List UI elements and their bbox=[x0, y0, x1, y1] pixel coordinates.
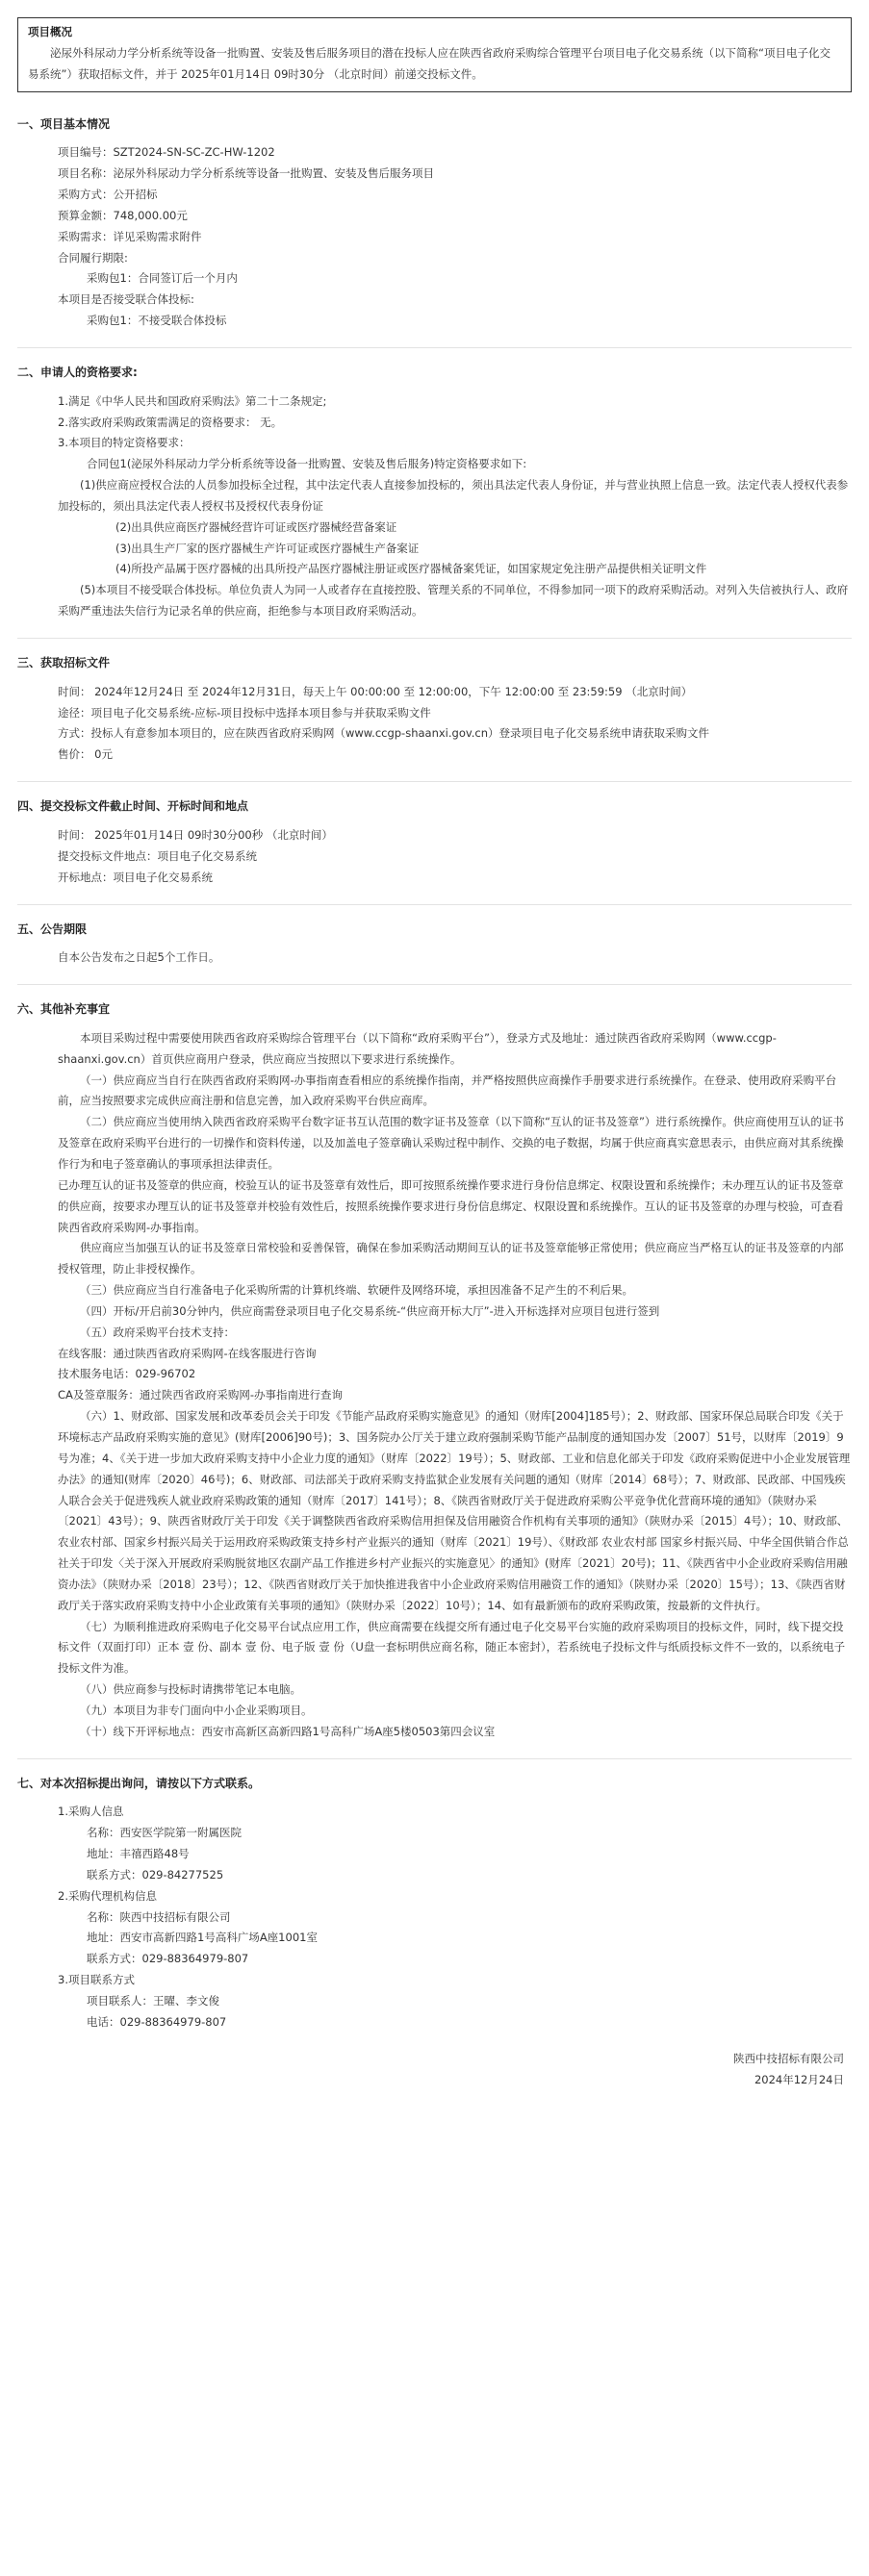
supplementary-paragraph: （九）本项目为非专门面向中小企业采购项目。 bbox=[80, 1703, 313, 1717]
divider bbox=[17, 638, 852, 639]
specific-requirement: (1)供应商应授权合法的人员参加投标全过程，其中法定代表人直接参加投标的，须出具法定代表人身份证，并与营业执照上信息一致。法定代表人授权代表参加投标的，须出具法定代表人授权书及授权代表身份证 bbox=[58, 478, 849, 513]
budget-amount: 预算金额：748,000.00元 bbox=[58, 208, 188, 222]
support-line: CA及签章服务：通过陕西省政府采购网-办事指南进行查询 bbox=[58, 1388, 344, 1402]
supplementary-paragraph: （七）为顺利推进政府采购电子化交易平台试点应用工作，供应商需要在线提交所有通过电子化交易平台实施的政府采购项目的投标文件，同时，线下提交投标文件（双面打印）正本 壹 份、副本 壹 份、电子版 壹 份（U盘一套标明供应商名称，随正本密封），若系统电子投标文件与纸质投标文件不一致的，以系统电子投标文件为准。 bbox=[58, 1619, 846, 1676]
section-qualifications bbox=[17, 362, 852, 622]
section-title: 三、获取招标文件 bbox=[17, 656, 111, 669]
divider bbox=[17, 1758, 852, 1759]
specific-requirement: (4)所投产品属于医疗器械的出具所投产品医疗器械注册证或医疗器械备案凭证，如国家规定免注册产品提供相关证明文件 bbox=[115, 562, 707, 576]
supplementary-paragraph: 本项目采购过程中需要使用陕西省政府采购综合管理平台（以下简称“政府采购平台”），登录方式及地址：通过陕西省政府采购网（www.ccgp-shaanxi.gov.cn）首页供应商用户登录，供应商应当按照以下要求进行系统操作。 bbox=[58, 1030, 777, 1066]
contact-phone: 电话：029-88364979-807 bbox=[87, 2014, 227, 2029]
divider bbox=[17, 347, 852, 348]
purchaser-name: 名称：西安医学院第一附属医院 bbox=[87, 1826, 242, 1840]
submission-location: 提交投标文件地点：项目电子化交易系统 bbox=[58, 848, 257, 863]
section-title: 五、公告期限 bbox=[17, 922, 88, 936]
support-line: 在线客服：通过陕西省政府采购网-在线客服进行咨询 bbox=[58, 1346, 317, 1360]
consortium-package: 采购包1：不接受联合体投标 bbox=[87, 314, 227, 328]
qualification-item: 3.本项目的特定资格要求： bbox=[58, 436, 191, 450]
project-number: 项目编号：SZT2024-SN-SC-ZC-HW-1202 bbox=[58, 145, 275, 160]
overview-body: 泌尿外科尿动力学分析系统等设备一批购置、安装及售后服务项目的潜在投标人应在陕西省政府采购综合管理平台项目电子化交易系统（以下简称“项目电子化交易系统”）获取招标文件，并于 2025年01月14日 09时30分 （北京时间）前递交投标文件。 bbox=[28, 45, 831, 81]
supplementary-paragraph: （三）供应商应当自行准备电子化采购所需的计算机终端、软硬件及网络环境，承担因准备不足产生的不利后果。 bbox=[80, 1283, 633, 1298]
section-title: 六、其他补充事宜 bbox=[17, 1002, 111, 1017]
specific-requirement: (5)本项目不接受联合体投标。单位负责人为同一人或者存在直接控股、管理关系的不同单位，不得参加同一项下的政府采购活动。对列入失信被执行人、政府采购严重违法失信行为记录名单的供应商，拒绝参与本项目政府采购活动。 bbox=[58, 583, 849, 619]
agency-name: 名称：陕西中技招标有限公司 bbox=[87, 1909, 231, 1924]
supplementary-paragraph: （十）线下开评标地点：西安市高新区高新四路1号高科广场A座5楼0503第四会议室 bbox=[80, 1724, 496, 1738]
section-contacts bbox=[17, 1773, 852, 2033]
signature-block bbox=[17, 2049, 852, 2091]
supplementary-paragraph: 已办理互认的证书及签章的供应商，校验互认的证书及签章有效性后，即可按照系统操作要求进行身份信息绑定、权限设置和系统操作；未办理互认的证书及签章的供应商，按要求办理互认的证书及签章并校验有效性后，按照系统操作要求进行身份信息绑定、权限设置和系统操作。互认的证书及签章的办理与校验，可查看陕西省政府采购网-办事指南。 bbox=[58, 1177, 844, 1234]
supplementary-paragraph: （二）供应商应当使用纳入陕西省政府采购平台数字证书互认范围的数字证书及签章（以下简称“互认的证书及签章”）进行系统操作。供应商使用互认的证书及签章在政府采购平台进行的一切操作和资料传递，以及加盖电子签章确认采购过程中制作、交换的电子数据，均属于供应商真实意思表示，由供应商对其系统操作行为和电子签章确认的事项承担法律责任。 bbox=[58, 1115, 844, 1171]
specific-requirement: (3)出具生产厂家的医疗器械生产许可证或医疗器械生产备案证 bbox=[115, 541, 420, 555]
section-basic-info bbox=[17, 114, 852, 332]
obtain-channel: 途径：项目电子化交易系统-应标-项目投标中选择本项目参与并获取采购文件 bbox=[58, 705, 431, 720]
obtain-time: 时间： 2024年12月24日 至 2024年12月31日，每天上午 00:00:00 至 12:00:00，下午 12:00:00 至 23:59:59 （北京时间） bbox=[58, 684, 693, 698]
contract-period-label: 合同履行期限: bbox=[58, 250, 128, 265]
section-deadline-opening bbox=[17, 796, 852, 888]
supplementary-paragraph: （四）开标/开启前30分钟内，供应商需登录项目电子化交易系统-“供应商开标大厅”-进入开标选择对应项目包进行签到 bbox=[80, 1303, 660, 1318]
package-requirement-intro: 合同包1(泌尿外科尿动力学分析系统等设备一批购置、安装及售后服务)特定资格要求如下: bbox=[87, 457, 527, 471]
agency-phone: 联系方式：029-88364979-807 bbox=[87, 1952, 249, 1966]
policy-list: （六）1、财政部、国家发展和改革委员会关于印发《节能产品政府采购实施意见》的通知（财库[2004]185号）；2、财政部、国家环保总局联合印发《关于环境标志产品政府采购实施的意见》(财库[2006]90号)；3、国务院办公厅关于建立政府强制采购节能产品制度的通知国办发〔2007〕51号，以财库〔2019〕9号为准；4、《关于进一步加大政府采购支持中小企业力度的通知》（财库〔2022〕19号）；5、财政部、工业和信息化部关于印发《政府采购促进中小企业发展管理办法》的通知(财库〔2020〕46号)；6、财政部、司法部关于政府采购支持监狱企业发展有关问题的通知（财库〔2014〕68号）；7、财政部、民政部、中国残疾人联合会关于促进残疾人就业政府采购政策的通知（财库〔2017〕141号）；8、《陕西省财政厅关于促进政府采购公平竞争优化营商环境的通知》（陕财办采〔2021〕43号）；9、陕西省财政厅关于印发《关于调整陕西省政府采购信用担保及信用融资合作机构有关事项的通知》（陕财办采〔2015〕4号）；10、财政部、农业农村部、国家乡村振兴局关于运用政府采购政策支持乡村产业振兴的通知（财库〔2021〕19号）、《财政部 农业农村部 国家乡村振兴局、中华全国供销合作总社关于印发〈关于深入开展政府采购脱贫地区农副产品工作推进乡村产业振兴的实施意见〉的通知》(财库〔2021〕20号)；11、《陕西省中小企业政府采购信用融资办法》（陕财办采〔2018〕23号）；12、《陕西省财政厅关于加快推进我省中小企业政府采购信用融资工作的通知》（陕财办采〔2020〕15号）；13、《陕西省财政厅关于落实政府采购支持中小企业政策有关事项的通知》（陕财办采〔2022〕10号）；14、如有最新颁布的政府采购政策，按最新的文件执行。 bbox=[58, 1409, 851, 1612]
section-title: 二、申请人的资格要求: bbox=[17, 365, 138, 379]
supplementary-paragraph: （一）供应商应当自行在陕西省政府采购网-办事指南查看相应的系统操作指南，并严格按照供应商操作手册要求进行系统操作。在登录、使用政府采购平台前，应当按照要求完成供应商注册和信息完善，加入政府采购平台供应商库。 bbox=[58, 1073, 837, 1108]
agency-heading: 2.采购代理机构信息 bbox=[58, 1888, 157, 1903]
support-line: 技术服务电话：029-96702 bbox=[58, 1367, 196, 1381]
purchaser-address: 地址：丰禧西路48号 bbox=[87, 1847, 190, 1861]
purchaser-heading: 1.采购人信息 bbox=[58, 1805, 124, 1819]
qualification-item: 1.满足《中华人民共和国政府采购法》第二十二条规定; bbox=[58, 393, 327, 408]
section-obtain-documents bbox=[17, 652, 852, 766]
procurement-requirement: 采购需求：详见采购需求附件 bbox=[58, 229, 202, 243]
qualification-item: 2.落实政府采购政策需满足的资格要求： 无。 bbox=[58, 415, 283, 429]
document-price: 售价： 0元 bbox=[58, 747, 113, 762]
divider bbox=[17, 781, 852, 782]
opening-location: 开标地点：项目电子化交易系统 bbox=[58, 870, 213, 884]
obtain-method: 方式：投标人有意参加本项目的，应在陕西省政府采购网（www.ccgp-shaanxi.gov.cn）登录项目电子化交易系统申请获取采购文件 bbox=[58, 726, 710, 741]
consortium-label: 本项目是否接受联合体投标: bbox=[58, 292, 194, 307]
project-name: 项目名称：泌尿外科尿动力学分析系统等设备一批购置、安装及售后服务项目 bbox=[58, 166, 434, 181]
specific-requirement: (2)出具供应商医疗器械经营许可证或医疗器械经营备案证 bbox=[115, 519, 397, 534]
supplementary-paragraph: 供应商应当加强互认的证书及签章日常校验和妥善保管，确保在参加采购活动期间互认的证书及签章能够正常使用；供应商应当严格互认的证书及签章的内部授权管理，防止非授权操作。 bbox=[58, 1241, 844, 1276]
divider bbox=[17, 904, 852, 905]
contact-person: 项目联系人：王曜、李文俊 bbox=[87, 1994, 219, 2008]
section-supplementary bbox=[17, 998, 852, 1742]
project-overview-box bbox=[17, 17, 852, 92]
signature-date: 2024年12月24日 bbox=[754, 2072, 844, 2086]
procurement-method: 采购方式：公开招标 bbox=[58, 188, 158, 202]
deadline-time: 时间： 2025年01月14日 09时30分00秒 （北京时间） bbox=[58, 827, 333, 842]
signature-org: 陕西中技招标有限公司 bbox=[733, 2051, 844, 2065]
supplementary-paragraph: （八）供应商参与投标时请携带笔记本电脑。 bbox=[80, 1682, 301, 1697]
section-title: 七、对本次招标提出询问，请按以下方式联系。 bbox=[17, 1776, 261, 1790]
purchaser-phone: 联系方式：029-84277525 bbox=[87, 1867, 224, 1881]
agency-address: 地址：西安市高新四路1号高科广场A座1001室 bbox=[87, 1931, 318, 1945]
divider bbox=[17, 984, 852, 985]
notice-period-text: 自本公告发布之日起5个工作日。 bbox=[58, 950, 220, 965]
section-title: 一、项目基本情况 bbox=[17, 116, 111, 131]
section-notice-period bbox=[17, 919, 852, 970]
overview-title: 项目概况 bbox=[28, 25, 72, 38]
supplementary-paragraph: （五）政府采购平台技术支持： bbox=[80, 1325, 235, 1339]
contact-heading: 3.项目联系方式 bbox=[58, 1973, 135, 1987]
section-title: 四、提交投标文件截止时间、开标时间和地点 bbox=[17, 799, 249, 814]
contract-period-package: 采购包1：合同签订后一个月内 bbox=[87, 271, 238, 286]
